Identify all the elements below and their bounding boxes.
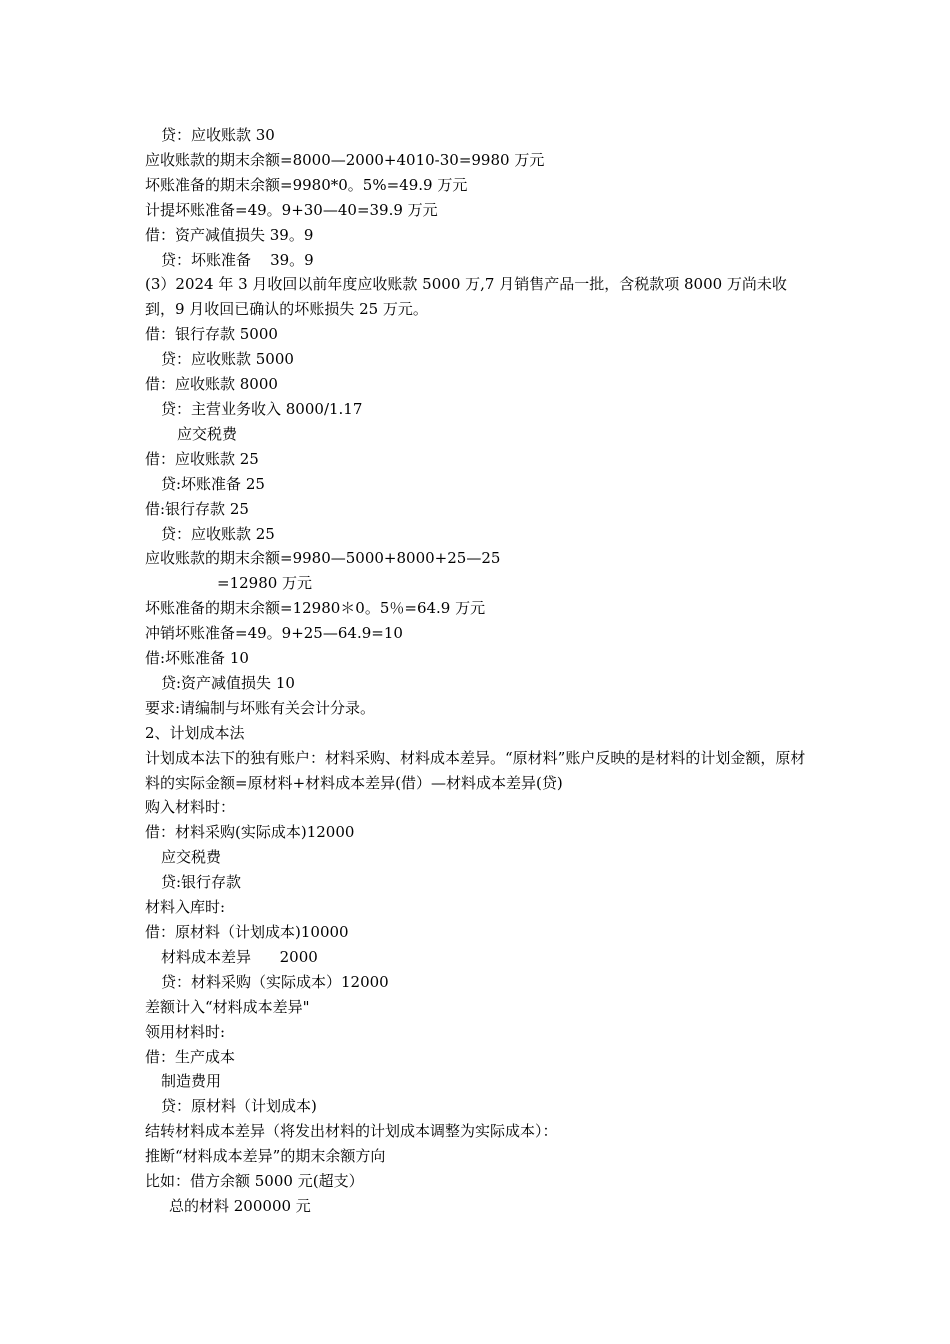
text-line: 借:坏账准备 10 — [145, 649, 249, 668]
paragraph: (3）2024 年 3 月收回以前年度应收账款 5000 万,7 月销售产品一批，含税款项 8000 万尚未收到，9 月收回已确认的坏账损失 25 万元。 — [145, 275, 787, 319]
text-line: 总的材料 200000 元 — [169, 1196, 311, 1215]
text-line: 差额计入“材料成本差异" — [145, 997, 310, 1016]
text-line: 坏账准备的期末余额=9980*0。5%=49.9 万元 — [145, 175, 468, 194]
text-line: 贷：主营业务收入 8000/1.17 — [161, 399, 363, 418]
text-line: 要求:请编制与坏账有关会计分录。 — [145, 698, 376, 717]
text-line: 制造费用 — [161, 1072, 222, 1091]
text-line: 贷：应收账款 5000 — [161, 350, 294, 369]
text-line: 应收账款的期末余额=9980—5000+8000+25—25 — [145, 549, 501, 568]
text-line: 应交税费 — [177, 424, 238, 443]
text-line: 贷：原材料（计划成本) — [161, 1097, 317, 1116]
text-line: =12980 万元 — [217, 574, 313, 593]
text-line: 借：材料采购(实际成本)12000 — [145, 823, 355, 842]
text-line: 应交税费 — [161, 848, 222, 867]
text-line: 借：银行存款 5000 — [145, 325, 278, 344]
text-line: 贷:资产减值损失 10 — [161, 673, 295, 692]
text-line: 冲销坏账准备=49。9+25—64.9=10 — [145, 624, 403, 643]
text-line: 借：原材料（计划成本)10000 — [145, 923, 349, 941]
text-line: 坏账准备的期末余额=12980＊0。5％=64.9 万元 — [145, 599, 486, 618]
document-body — [145, 123, 810, 1219]
text-line: 贷:坏账准备 25 — [161, 474, 265, 493]
text-line: 应收账款的期末余额=8000—2000+4010-30=9980 万元 — [145, 150, 545, 169]
text-line: 借：资产减值损失 39。9 — [145, 225, 314, 244]
text-line: 借:银行存款 25 — [145, 499, 249, 518]
text-line: 贷：应收账款 25 — [161, 524, 275, 543]
text-line: 贷：坏账准备 39。9 — [161, 250, 314, 269]
text-line: 借：生产成本 — [145, 1047, 236, 1066]
text-line: 贷：应收账款 30 — [161, 126, 275, 144]
text-line: 贷:银行存款 — [161, 873, 242, 892]
text-line: 推断“材料成本差异”的期末余额方向 — [145, 1147, 386, 1166]
paragraph: 计划成本法下的独有账户：材料采购、材料成本差异。“原材料”账户反映的是材料的计划金额，原材料的实际金额=原材料+材料成本差异(借）—材料成本差异(贷) — [145, 748, 806, 792]
text-line: 材料入库时: — [145, 898, 226, 917]
text-line: 结转材料成本差异（将发出材料的计划成本调整为实际成本）： — [145, 1122, 558, 1141]
text-line: 计提坏账准备=49。9+30—40=39.9 万元 — [145, 200, 438, 219]
text-line: 借：应收账款 25 — [145, 449, 259, 468]
text-line: 比如：借方余额 5000 元(超支） — [145, 1172, 364, 1191]
text-line: 材料成本差异 2000 — [161, 947, 318, 966]
text-line: 贷：材料采购（实际成本）12000 — [161, 972, 389, 991]
text-line: 购入材料时： — [145, 798, 236, 817]
section-heading: 2、计划成本法 — [145, 723, 245, 742]
text-line: 借：应收账款 8000 — [145, 375, 278, 394]
text-line: 领用材料时: — [145, 1022, 226, 1041]
